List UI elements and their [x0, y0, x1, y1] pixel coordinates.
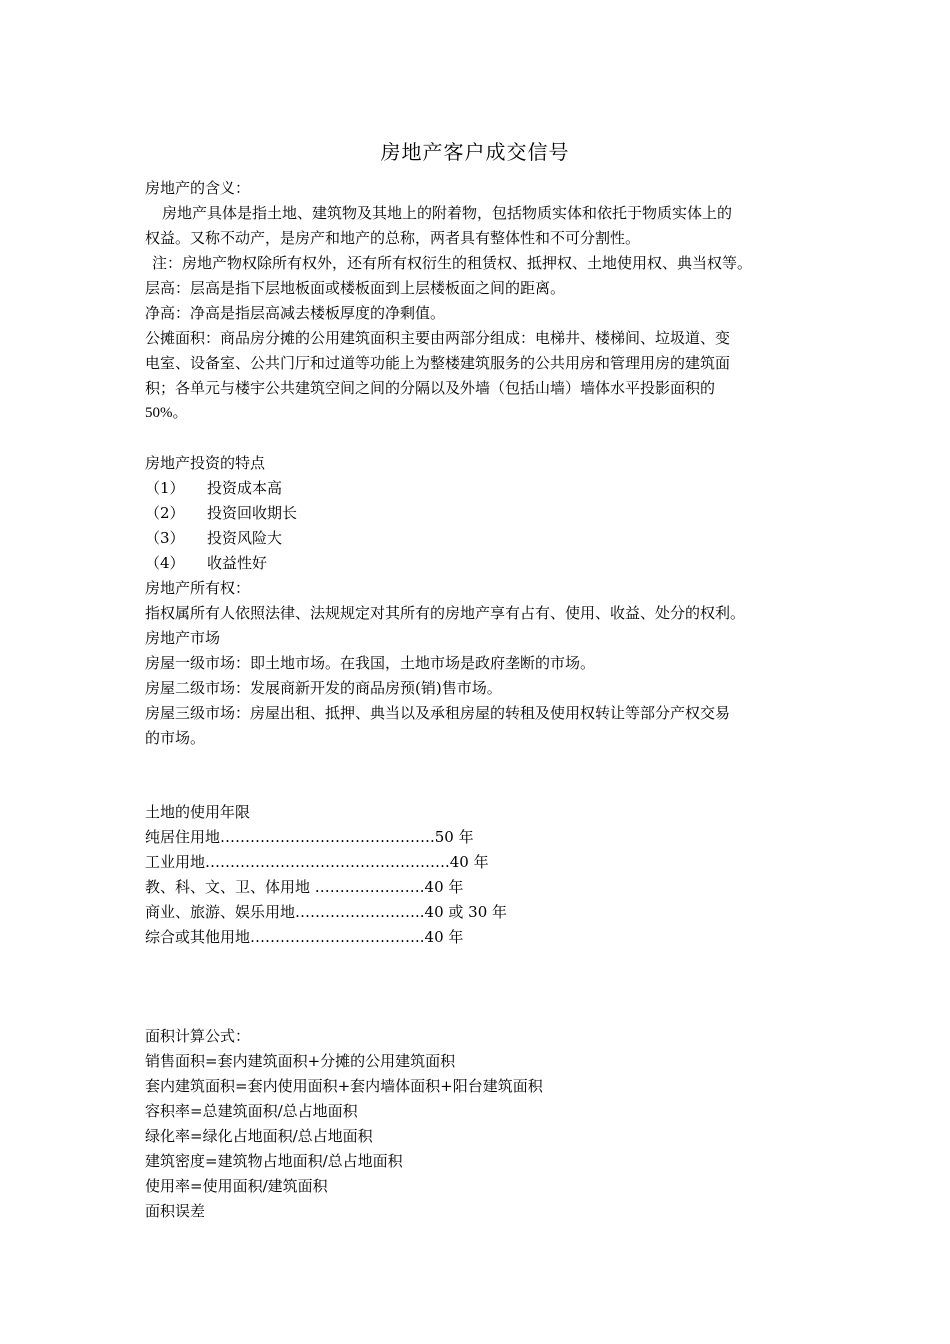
shared-area-definition-line: 积；各单元与楼宇公共建筑空间之间的分隔以及外墙（包括山墙）墙体水平投影面积的: [145, 379, 716, 397]
definition-body-line: 权益。又称不动产，是房产和地产的总称，两者具有整体性和不可分割性。: [145, 229, 641, 247]
formula-item: 销售面积=套内建筑面积+分摊的公用建筑面积: [145, 1052, 456, 1070]
definition-heading: 房地产的含义：: [145, 179, 251, 197]
investment-heading: 房地产投资的特点: [145, 454, 266, 472]
definition-note: 注：房地产物权除所有权外，还有所有权衍生的租赁权、抵押权、土地使用权、典当权等。: [152, 254, 753, 272]
shared-area-definition-line: 50%。: [145, 405, 188, 421]
formula-item: 使用率=使用面积/建筑面积: [145, 1177, 328, 1195]
clear-height-definition: 净高：净高是指层高减去楼板厚度的净剩值。: [145, 304, 446, 322]
investment-item-number: （4）: [145, 554, 185, 572]
land-term-item: 综合或其他用地……………………………..40 年: [145, 928, 464, 946]
primary-market: 房屋一级市场：即土地市场。在我国，土地市场是政府垄断的市场。: [145, 654, 596, 672]
market-heading: 房地产市场: [145, 629, 221, 647]
secondary-market: 房屋二级市场：发展商新开发的商品房预(销)售市场。: [145, 679, 502, 697]
formula-item: 面积误差: [145, 1202, 206, 1220]
ownership-body: 指权属所有人依照法律、法规规定对其所有的房地产享有占有、使用、收益、处分的权利。: [145, 604, 746, 622]
investment-item-number: （3）: [145, 529, 185, 547]
formula-item: 建筑密度=建筑物占地面积/总占地面积: [145, 1152, 403, 1170]
formula-item: 套内建筑面积=套内使用面积+套内墙体面积+阳台建筑面积: [145, 1077, 543, 1095]
investment-item: [145, 476, 825, 500]
investment-item-text: 收益性好: [207, 554, 268, 572]
investment-item-number: （2）: [145, 504, 185, 522]
investment-item-number: （1）: [145, 479, 185, 497]
formula-item: 绿化率=绿化占地面积/总占地面积: [145, 1127, 373, 1145]
land-term-item: 纯居住用地…………………………………….50 年: [145, 828, 474, 846]
investment-item: [145, 501, 825, 525]
land-term-item: 商业、旅游、娱乐用地……………………..40 或 30 年: [145, 903, 508, 921]
investment-item-text: 投资回收期长: [207, 504, 298, 522]
investment-item: [145, 526, 825, 550]
ownership-heading: 房地产所有权：: [145, 579, 251, 597]
definition-body-line: 房地产具体是指土地、建筑物及其地上的附着物，包括物质实体和依托于物质实体上的: [162, 204, 733, 222]
formula-item: 容积率=总建筑面积/总占地面积: [145, 1102, 358, 1120]
investment-item-text: 投资风险大: [207, 529, 283, 547]
tertiary-market-line: 的市场。: [145, 729, 206, 747]
investment-item-text: 投资成本高: [207, 479, 283, 497]
land-term-item: 工业用地………………………………………….40 年: [145, 853, 489, 871]
land-term-heading: 土地的使用年限: [145, 803, 251, 821]
shared-area-definition-line: 电室、设备室、公共门厅和过道等功能上为整楼建筑服务的公共用房和管理用房的建筑面: [145, 354, 731, 372]
floor-height-definition: 层高：层高是指下层地板面或楼板面到上层楼板面之间的距离。: [145, 279, 566, 297]
investment-item: [145, 551, 825, 575]
page-title: 房地产客户成交信号: [380, 140, 570, 164]
formula-heading: 面积计算公式：: [145, 1027, 251, 1045]
land-term-item: 教、科、文、卫、体用地 ………………….40 年: [145, 878, 464, 896]
shared-area-definition-line: 公摊面积：商品房分摊的公用建筑面积主要由两部分组成：电梯井、楼梯间、垃圾道、变: [145, 329, 731, 347]
tertiary-market-line: 房屋三级市场：房屋出租、抵押、典当以及承租房屋的转租及使用权转让等部分产权交易: [145, 704, 731, 722]
